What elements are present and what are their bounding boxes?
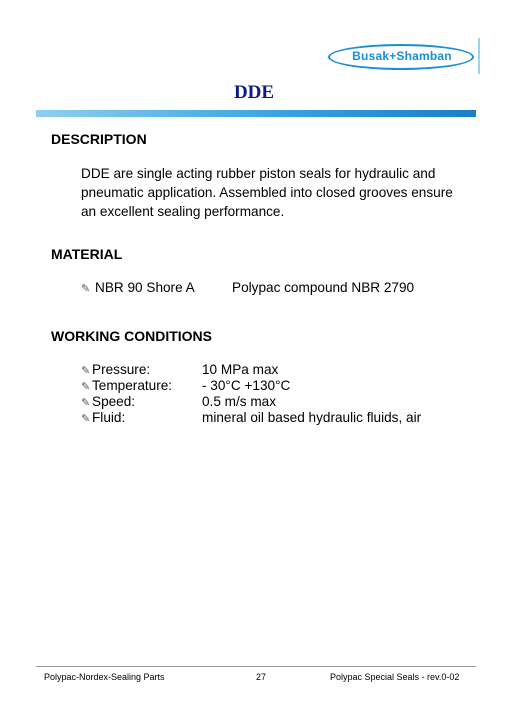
material-item: NBR 90 Shore A [95, 280, 195, 295]
footer-divider [36, 666, 476, 667]
footer-right: Polypac Special Seals - rev.0-02 [330, 672, 460, 682]
pen-nib-icon: ✎ [81, 283, 91, 295]
title-rule [36, 110, 476, 117]
pen-nib-icon: ✎ [81, 413, 91, 425]
description-text [81, 164, 461, 221]
material-compound: Polypac compound NBR 2790 [232, 280, 415, 295]
logo-bar [478, 38, 480, 74]
page-title: DDE [233, 82, 275, 103]
description-line: an excellent sealing performance. [81, 204, 285, 219]
condition-value: - 30°C +130°C [202, 378, 291, 393]
pen-nib-icon: ✎ [81, 381, 91, 393]
condition-label: Pressure: [92, 362, 151, 377]
working-conditions-heading: WORKING CONDITIONS [51, 328, 212, 344]
description-line: DDE are single acting rubber piston seals for hydraulic and [81, 166, 436, 181]
description-line: pneumatic application. Assembled into closed grooves ensure [81, 185, 453, 200]
description-heading: DESCRIPTION [51, 131, 147, 147]
brand-logo [328, 36, 480, 76]
condition-value: 10 MPa max [202, 362, 279, 377]
logo-text: Busak+Shamban [352, 49, 452, 63]
condition-label: Temperature: [92, 378, 173, 393]
footer-left: Polypac-Nordex-Sealing Parts [44, 672, 165, 682]
footer-page-number: 27 [256, 672, 267, 682]
pen-nib-icon: ✎ [81, 397, 91, 409]
pen-nib-icon: ✎ [81, 365, 91, 377]
condition-value: 0.5 m/s max [202, 394, 277, 409]
condition-label: Speed: [92, 394, 136, 409]
material-heading: MATERIAL [51, 246, 123, 262]
condition-label: Fluid: [92, 410, 126, 425]
condition-value: mineral oil based hydraulic fluids, air [202, 410, 422, 425]
